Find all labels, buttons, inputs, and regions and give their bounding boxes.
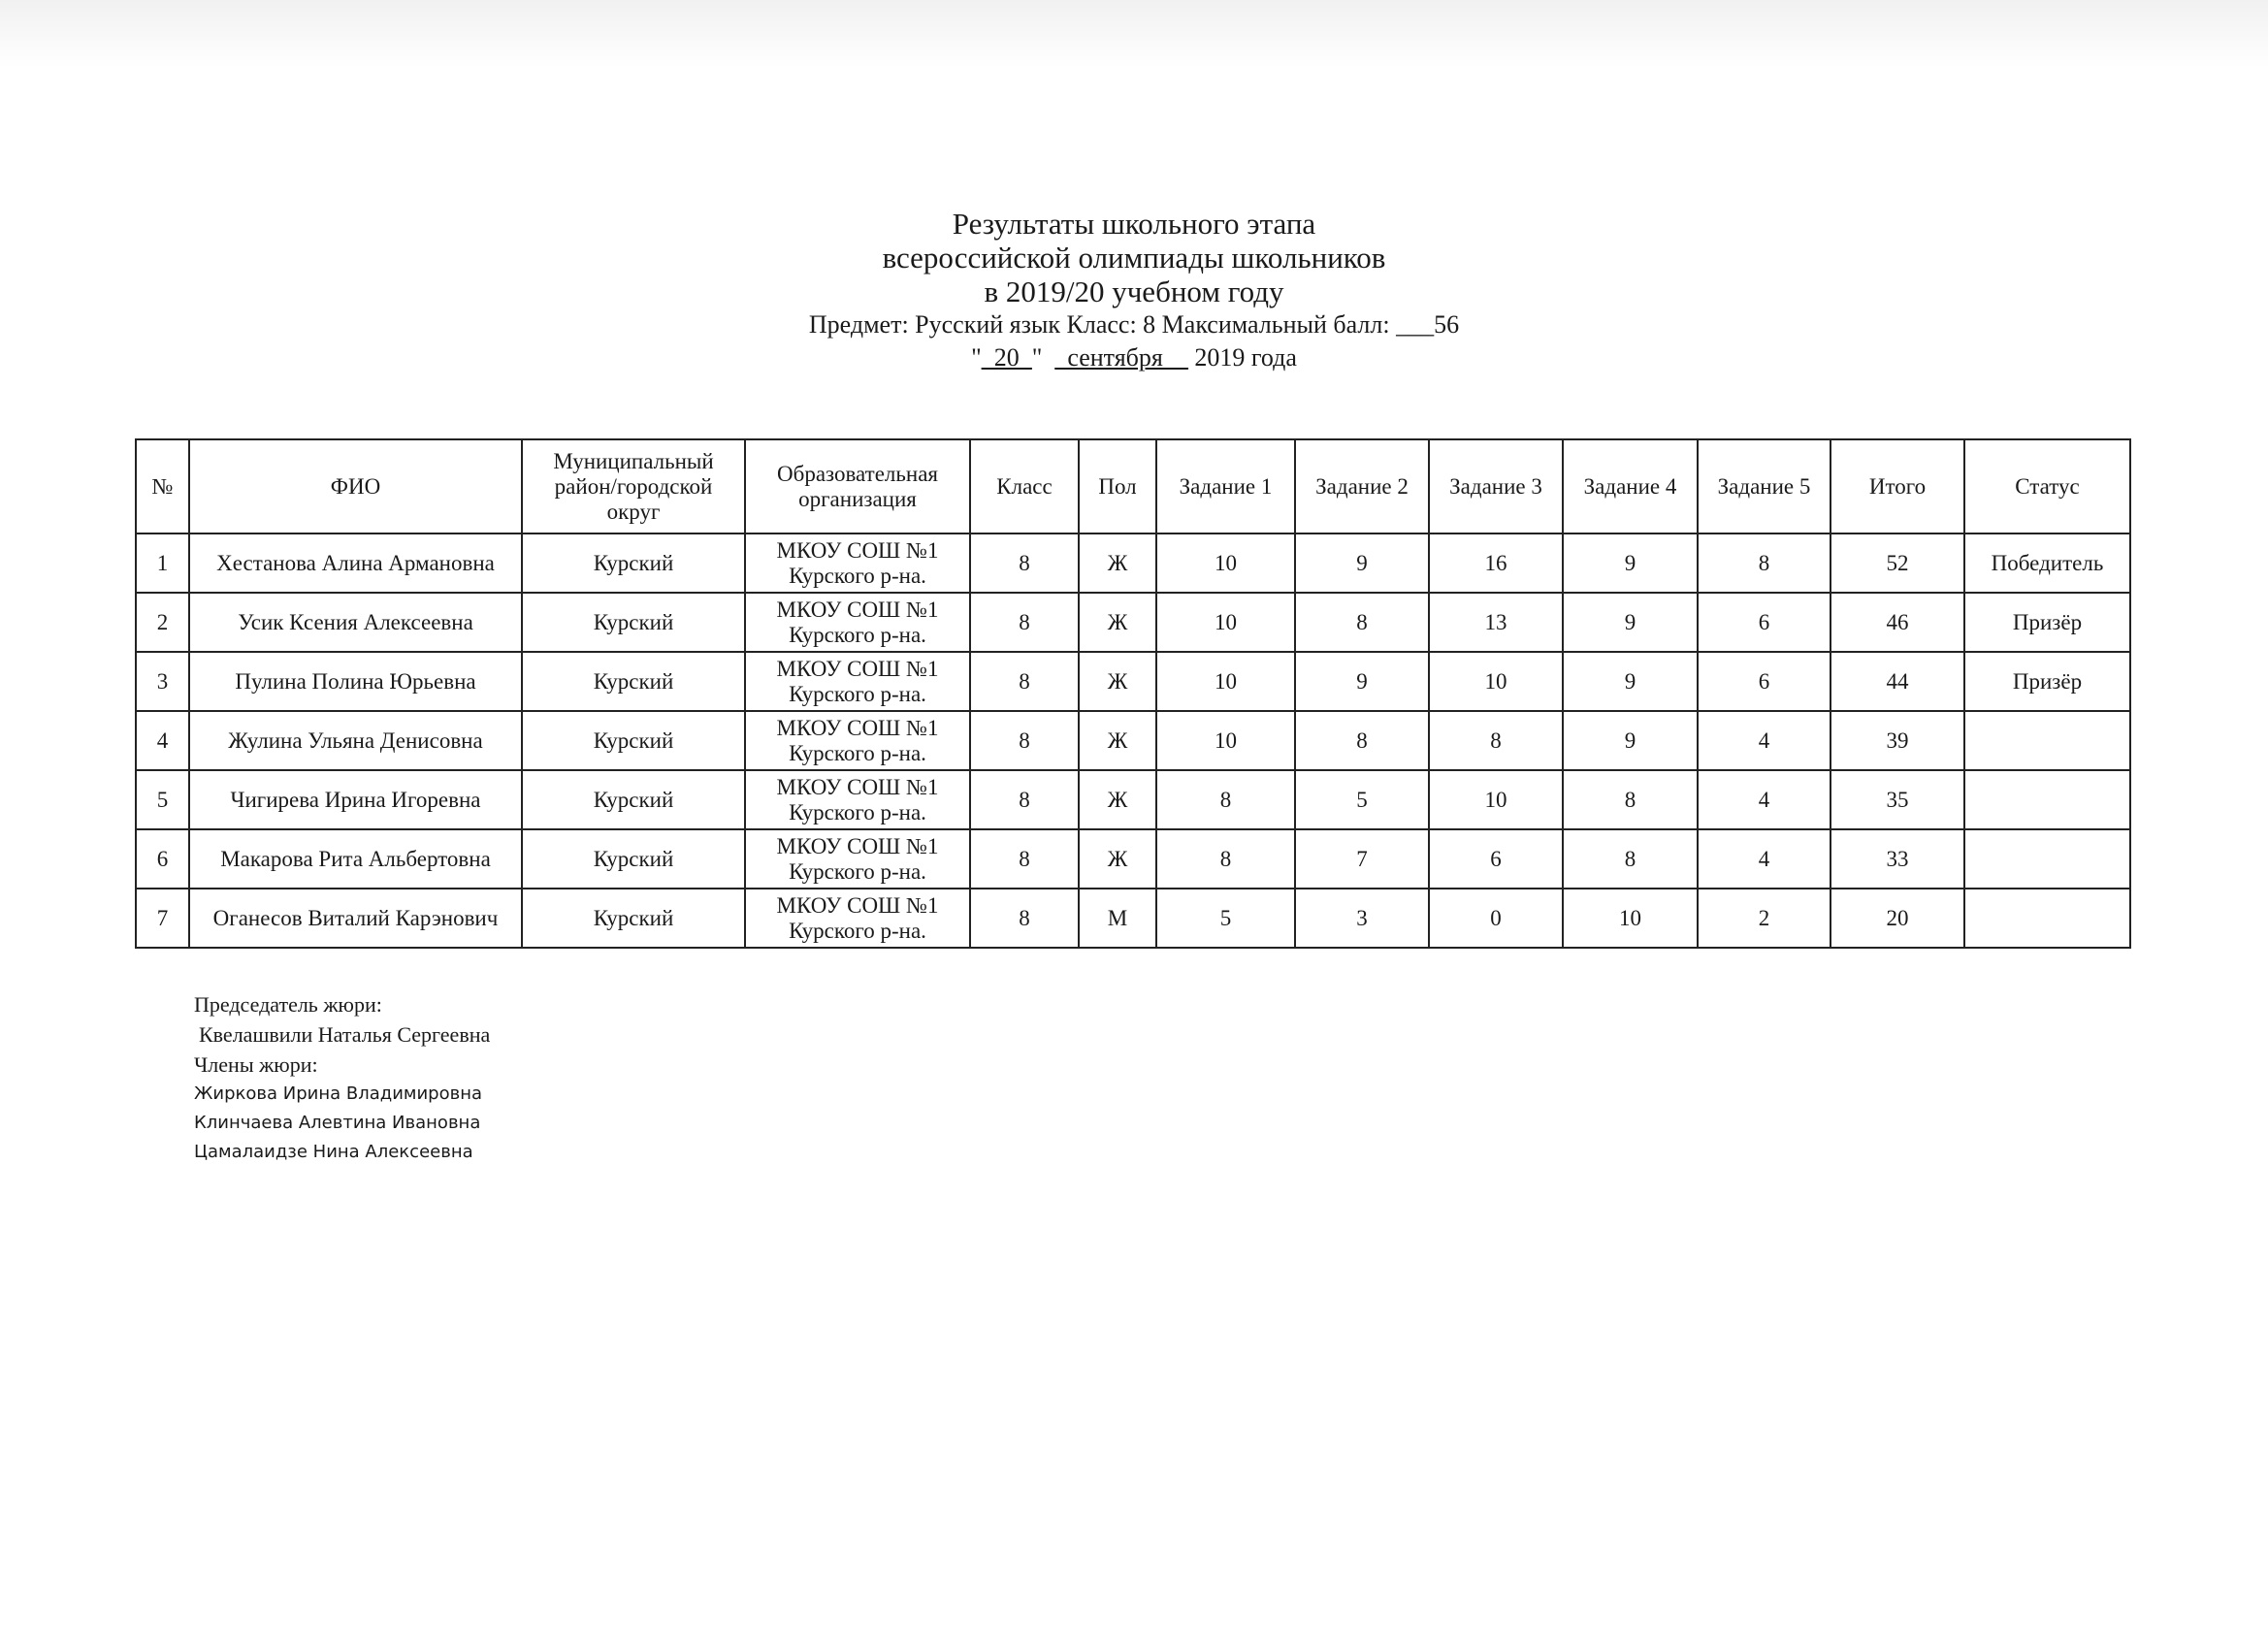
cell-org: МКОУ СОШ №1 Курского р-на. [745, 829, 970, 889]
col-header-status: Статус [1964, 439, 2130, 534]
cell-task-4: 9 [1563, 593, 1698, 652]
document-header [0, 207, 2268, 374]
cell-sex: Ж [1079, 711, 1156, 770]
cell-status: Призёр [1964, 593, 2130, 652]
subject-line [0, 308, 2268, 341]
jury-chair-label: Председатель жюри: [194, 992, 382, 1017]
col-header-task-5: Задание 5 [1698, 439, 1831, 534]
title-line-1: Результаты школьного этапа [952, 207, 1316, 241]
results-table [135, 438, 2131, 949]
col-header-task-4: Задание 4 [1563, 439, 1698, 534]
cell-grade: 8 [970, 770, 1079, 829]
cell-task-2: 8 [1295, 593, 1429, 652]
cell-task-3: 16 [1429, 534, 1563, 593]
cell-grade: 8 [970, 711, 1079, 770]
cell-district: Курский [522, 889, 745, 948]
cell-num: 3 [136, 652, 189, 711]
cell-task-3: 0 [1429, 889, 1563, 948]
cell-sex: Ж [1079, 829, 1156, 889]
cell-total: 35 [1831, 770, 1964, 829]
cell-grade: 8 [970, 593, 1079, 652]
col-header-org: Образовательная организация [745, 439, 970, 534]
title-line-2: всероссийской олимпиады школьников [882, 241, 1386, 275]
jury-member: Цамалаидзе Нина Алексеевна [194, 1142, 473, 1162]
cell-task-1: 10 [1156, 652, 1295, 711]
cell-sex: М [1079, 889, 1156, 948]
cell-org: МКОУ СОШ №1 Курского р-на. [745, 711, 970, 770]
cell-task-5: 4 [1698, 770, 1831, 829]
cell-status [1964, 889, 2130, 948]
date-year: 2019 года [1187, 343, 1297, 372]
cell-district: Курский [522, 652, 745, 711]
col-header-task-2: Задание 2 [1295, 439, 1429, 534]
cell-task-5: 4 [1698, 829, 1831, 889]
cell-sex: Ж [1079, 770, 1156, 829]
cell-name: Усик Ксения Алексеевна [189, 593, 522, 652]
table-row [136, 770, 2130, 829]
cell-district: Курский [522, 711, 745, 770]
cell-task-4: 8 [1563, 770, 1698, 829]
cell-task-4: 10 [1563, 889, 1698, 948]
cell-task-2: 3 [1295, 889, 1429, 948]
table-row [136, 652, 2130, 711]
table-row [136, 889, 2130, 948]
col-header-name: ФИО [189, 439, 522, 534]
cell-task-5: 8 [1698, 534, 1831, 593]
cell-name: Хестанова Алина Армановна [189, 534, 522, 593]
cell-name: Оганесов Виталий Карэнович [189, 889, 522, 948]
cell-total: 33 [1831, 829, 1964, 889]
cell-task-4: 8 [1563, 829, 1698, 889]
max-score: 56 [1434, 310, 1460, 339]
col-header-total: Итого [1831, 439, 1964, 534]
cell-task-4: 9 [1563, 711, 1698, 770]
cell-sex: Ж [1079, 652, 1156, 711]
cell-grade: 8 [970, 652, 1079, 711]
date-month: _сентября__ [1054, 343, 1188, 372]
cell-task-5: 2 [1698, 889, 1831, 948]
date-quote-open: " [971, 343, 982, 372]
cell-sex: Ж [1079, 534, 1156, 593]
table-row [136, 593, 2130, 652]
date-quote-close: " [1031, 343, 1043, 372]
col-header-sex: Пол [1079, 439, 1156, 534]
cell-grade: 8 [970, 829, 1079, 889]
cell-task-5: 4 [1698, 711, 1831, 770]
date-line [0, 341, 2268, 374]
cell-status [1964, 711, 2130, 770]
cell-name: Жулина Ульяна Денисовна [189, 711, 522, 770]
col-header-grade: Класс [970, 439, 1079, 534]
col-header-task-1: Задание 1 [1156, 439, 1295, 534]
col-header-task-3: Задание 3 [1429, 439, 1563, 534]
cell-task-3: 10 [1429, 652, 1563, 711]
cell-org: МКОУ СОШ №1 Курского р-на. [745, 889, 970, 948]
cell-task-2: 9 [1295, 652, 1429, 711]
jury-member: Клинчаева Алевтина Ивановна [194, 1113, 481, 1133]
cell-task-3: 8 [1429, 711, 1563, 770]
cell-task-3: 6 [1429, 829, 1563, 889]
max-score-blank: ___ [1396, 310, 1435, 339]
cell-task-2: 9 [1295, 534, 1429, 593]
table-row [136, 829, 2130, 889]
scan-edge-shadow [0, 0, 2268, 68]
cell-task-2: 7 [1295, 829, 1429, 889]
table-row [136, 534, 2130, 593]
cell-grade: 8 [970, 534, 1079, 593]
cell-task-5: 6 [1698, 593, 1831, 652]
cell-district: Курский [522, 770, 745, 829]
cell-task-1: 5 [1156, 889, 1295, 948]
cell-org: МКОУ СОШ №1 Курского р-на. [745, 770, 970, 829]
table-header-row [136, 439, 2130, 534]
cell-task-1: 10 [1156, 534, 1295, 593]
cell-status [1964, 829, 2130, 889]
cell-org: МКОУ СОШ №1 Курского р-на. [745, 652, 970, 711]
cell-total: 44 [1831, 652, 1964, 711]
cell-total: 46 [1831, 593, 1964, 652]
jury-section [194, 989, 490, 1167]
cell-task-1: 10 [1156, 593, 1295, 652]
cell-task-5: 6 [1698, 652, 1831, 711]
cell-grade: 8 [970, 889, 1079, 948]
subject-text: Предмет: Русский язык Класс: 8 Максимальный балл: [808, 310, 1397, 339]
cell-district: Курский [522, 829, 745, 889]
cell-district: Курский [522, 534, 745, 593]
cell-task-3: 13 [1429, 593, 1563, 652]
cell-num: 5 [136, 770, 189, 829]
cell-name: Чигирева Ирина Игоревна [189, 770, 522, 829]
cell-num: 4 [136, 711, 189, 770]
cell-total: 20 [1831, 889, 1964, 948]
cell-num: 2 [136, 593, 189, 652]
cell-task-4: 9 [1563, 534, 1698, 593]
cell-org: МКОУ СОШ №1 Курского р-на. [745, 534, 970, 593]
cell-task-1: 8 [1156, 829, 1295, 889]
cell-name: Пулина Полина Юрьевна [189, 652, 522, 711]
table-row [136, 711, 2130, 770]
cell-status: Победитель [1964, 534, 2130, 593]
jury-member: Жиркова Ирина Владимировна [194, 1083, 483, 1104]
cell-task-1: 10 [1156, 711, 1295, 770]
cell-task-1: 8 [1156, 770, 1295, 829]
jury-members-label: Члены жюри: [194, 1052, 318, 1077]
title-line-3: в 2019/20 учебном году [984, 275, 1284, 308]
cell-status: Призёр [1964, 652, 2130, 711]
cell-status [1964, 770, 2130, 829]
cell-sex: Ж [1079, 593, 1156, 652]
jury-chair-name: Квелашвили Наталья Сергеевна [199, 1022, 491, 1047]
cell-task-2: 8 [1295, 711, 1429, 770]
cell-org: МКОУ СОШ №1 Курского р-на. [745, 593, 970, 652]
cell-total: 39 [1831, 711, 1964, 770]
cell-district: Курский [522, 593, 745, 652]
col-header-district: Муниципальный район/городской округ [522, 439, 745, 534]
cell-num: 7 [136, 889, 189, 948]
cell-num: 1 [136, 534, 189, 593]
date-day: _20_ [981, 343, 1032, 372]
cell-task-2: 5 [1295, 770, 1429, 829]
cell-task-3: 10 [1429, 770, 1563, 829]
cell-task-4: 9 [1563, 652, 1698, 711]
cell-total: 52 [1831, 534, 1964, 593]
cell-name: Макарова Рита Альбертовна [189, 829, 522, 889]
col-header-num: № [136, 439, 189, 534]
cell-num: 6 [136, 829, 189, 889]
